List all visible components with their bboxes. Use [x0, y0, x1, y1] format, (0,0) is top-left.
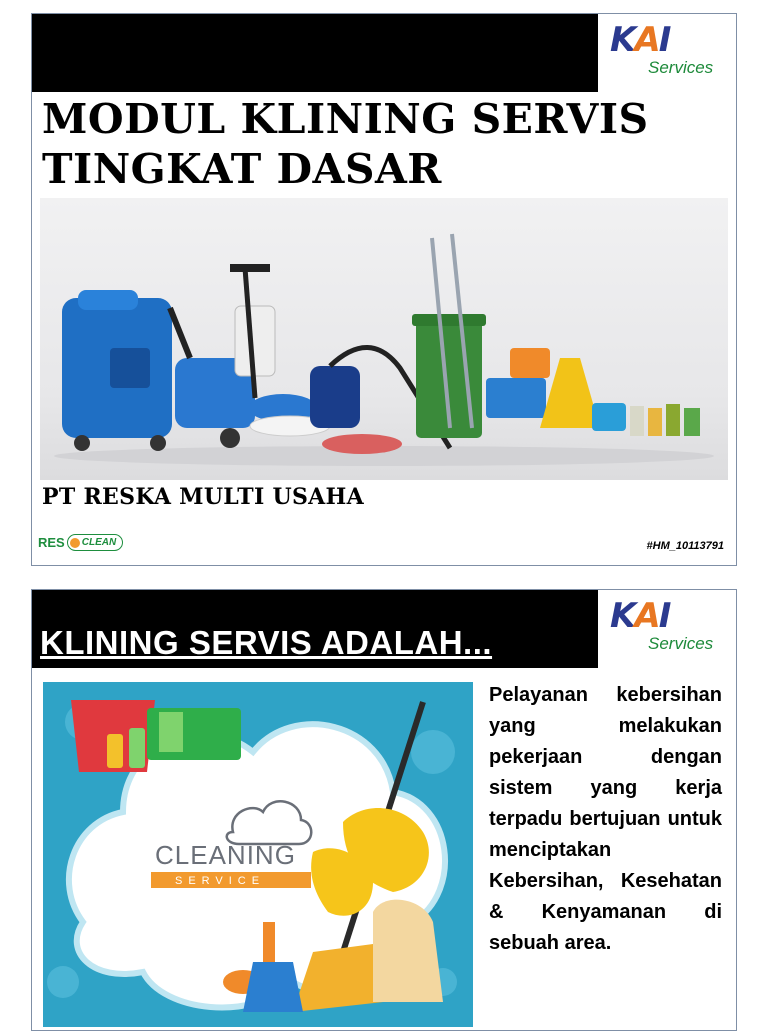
- service-subheading: SERVICE: [175, 875, 266, 887]
- kai-services-logo: [598, 14, 736, 92]
- document-id: #HM_10113791: [646, 540, 724, 552]
- kai-logo-mark: KAI: [610, 596, 670, 636]
- header-bar: [32, 590, 736, 668]
- cleaning-equipment-photo: [40, 198, 728, 480]
- resclean-logo: [38, 534, 123, 558]
- resclean-res-text: RES: [38, 535, 65, 551]
- resclean-badge: CLEAN: [67, 534, 123, 551]
- definition-slide: [31, 589, 737, 1031]
- slide-title: KLINING SERVIS ADALAH...: [40, 624, 493, 661]
- header-bar: [32, 14, 736, 92]
- cleaning-heading: CLEANING: [155, 840, 296, 870]
- kai-logo-subtitle: Services: [648, 634, 714, 653]
- cover-slide: [31, 13, 737, 566]
- module-title-line1: MODUL KLINING SERVIS: [42, 95, 649, 143]
- module-title-line2: TINGKAT DASAR: [42, 145, 442, 193]
- kai-logo-mark: KAI: [610, 20, 670, 60]
- kai-services-logo: [598, 590, 736, 668]
- cleaning-service-illustration: [43, 682, 473, 1027]
- kai-logo-subtitle: Services: [648, 58, 714, 77]
- company-name: PT RESKA MULTI USAHA: [42, 484, 365, 510]
- module-title: [42, 94, 732, 194]
- definition-text: Pelayanan kebersihan yang melakukan pekerjaan dengan sistem yang kerja terpadu bertujuan untuk menciptakan Kebersihan, Kesehatan & Kenyamanan di sebuah area.: [489, 684, 722, 954]
